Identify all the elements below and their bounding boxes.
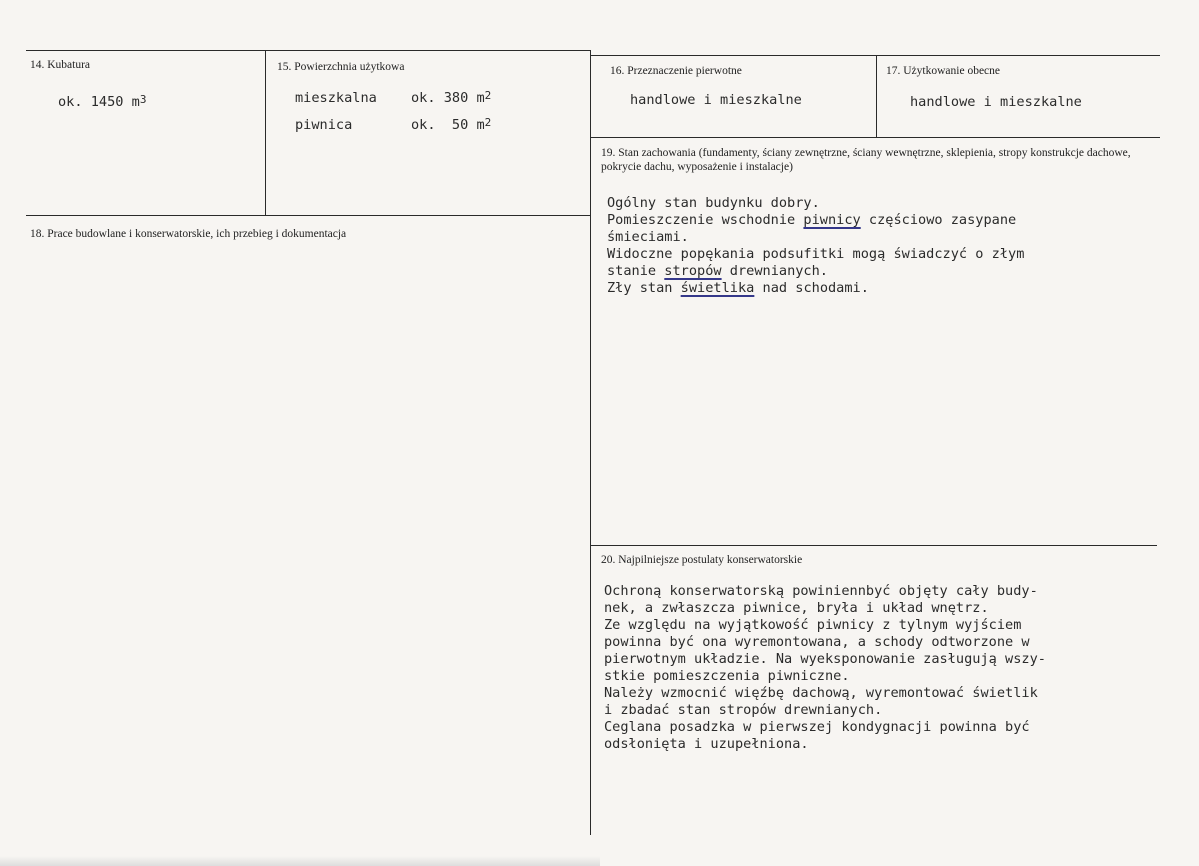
field-16-value: handlowe i mieszkalne [630,92,802,108]
left-row-divider [26,215,591,216]
field-20-label: 20. Najpilniejsze postulaty konserwatorskie [601,554,803,566]
field-20-line: Ze względu na wyjątkowość piwnicy z tylnym wyjściem [604,617,1022,633]
field-20-line: i zbadać stan stropów drewnianych. [604,702,883,718]
field-19-label: 19. Stan zachowania (fundamenty, ściany zewnętrzne, ściany wewnętrzne, sklepienia, stropy konstrukcje dachowe, pokrycie dachu, wyposażenie i instalacje) [601,147,1131,173]
field-20-text [604,583,1046,753]
field-20-line: odsłonięta i uzupełniona. [604,736,809,752]
field-19-line-1: Ogólny stan budynku dobry. [607,195,820,211]
field-19-line-5: stanie stropów drewnianych. [607,263,828,279]
field-19-line-3: śmieciami. [607,229,689,245]
field-20-line: Ochroną konserwatorską powiniennbyć objęty cały budy- [604,583,1038,599]
field-20-line: powinna być ona wyremontowana, a schody odtworzone w [604,634,1030,650]
field-19-line-4: Widoczne popękania podsufitki mogą świadczyć o złym [607,246,1025,262]
field-20-line: pierwotnym układzie. Na wyeksponowanie zasługują wszy- [604,651,1046,667]
field-14-label: 14. Kubatura [30,59,91,71]
right-row-divider-1 [591,137,1160,138]
field-19-line-2: Pomieszczenie wschodnie piwnicy częściowo zasypane [607,212,1017,228]
field-20-line: stkie pomieszczenia piwniczne. [604,668,850,684]
field-18-label: 18. Prace budowlane i konserwatorskie, ich przebieg i dokumentacja [30,228,347,240]
field-17-label: 17. Użytkowanie obecne [886,65,1001,77]
field-20-line: Należy wzmocnić więźbę dachową, wyremontować świetlik [604,685,1038,701]
field-14-value: ok. 1450 $m^3$ [58,93,147,110]
top-border-left [26,50,591,51]
field-15-row-2-name: piwnica [295,117,353,133]
left-col-divider [265,50,266,216]
field-16-label: 16. Przeznaczenie pierwotne [610,65,742,77]
right-row-divider-2 [591,545,1157,546]
right-col-divider [876,55,877,138]
field-20-line: nek, a zwłaszcza piwnice, bryła i układ wnętrz. [604,600,989,616]
scan-edge-shadow [0,856,600,866]
field-19-text [607,195,1024,297]
field-19-line-6: Zły stan świetlika nad schodami. [607,280,869,296]
field-20-line: Ceglana posadzka w pierwszej kondygnacji powinna być [604,719,1030,735]
field-15-row-1-value: ok. 380 $m^2$ [411,89,492,106]
center-divider [590,50,591,835]
field-15-label: 15. Powierzchnia użytkowa [277,61,405,73]
field-15-row-1-name: mieszkalna [295,90,377,106]
field-17-value: handlowe i mieszkalne [910,94,1082,110]
field-15-row-2-value: ok. 50 $m^2$ [411,116,492,133]
